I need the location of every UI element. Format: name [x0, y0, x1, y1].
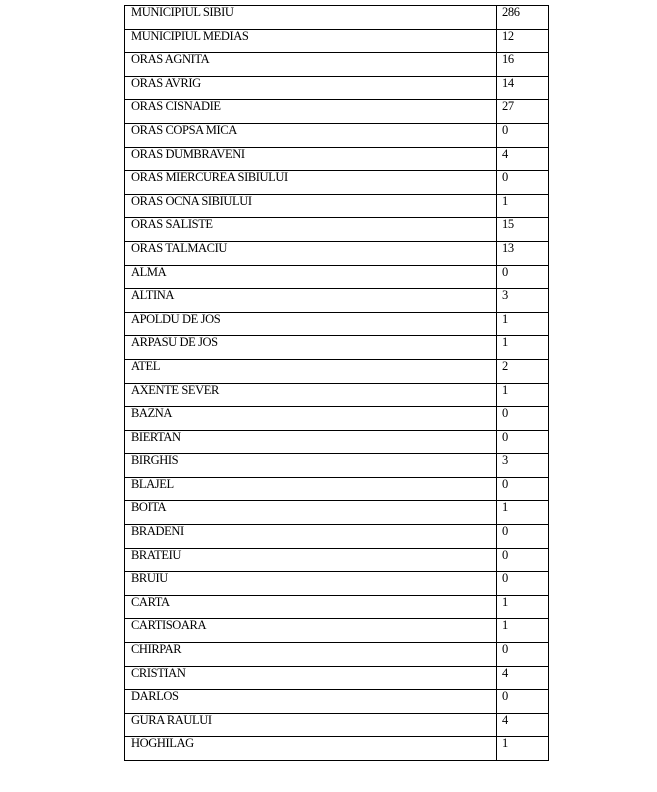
locality-name: ORAS CISNADIE: [125, 100, 497, 124]
locality-name: BLAJEL: [125, 477, 497, 501]
table-row: [125, 53, 549, 77]
table-row: [125, 572, 549, 596]
localities-table: [124, 5, 549, 761]
table-row: [125, 690, 549, 714]
locality-value: 0: [497, 171, 549, 195]
locality-value: 13: [497, 241, 549, 265]
locality-value: 1: [497, 737, 549, 761]
locality-value: 4: [497, 713, 549, 737]
table-row: [125, 171, 549, 195]
locality-name: APOLDU DE JOS: [125, 312, 497, 336]
locality-value: 0: [497, 525, 549, 549]
locality-name: ATEL: [125, 359, 497, 383]
locality-name: ORAS SALISTE: [125, 218, 497, 242]
locality-value: 0: [497, 690, 549, 714]
locality-name: CARTA: [125, 595, 497, 619]
locality-value: 3: [497, 289, 549, 313]
table-row: [125, 312, 549, 336]
table-row: [125, 289, 549, 313]
locality-name: HOGHILAG: [125, 737, 497, 761]
locality-name: ORAS COPSA MICA: [125, 123, 497, 147]
locality-value: 1: [497, 595, 549, 619]
locality-value: 286: [497, 6, 549, 30]
table-row: [125, 241, 549, 265]
table-row: [125, 619, 549, 643]
locality-value: 15: [497, 218, 549, 242]
table-row: [125, 265, 549, 289]
table-row: [125, 76, 549, 100]
locality-value: 0: [497, 407, 549, 431]
table-row: [125, 123, 549, 147]
table-row: [125, 737, 549, 761]
locality-name: ARPASU DE JOS: [125, 336, 497, 360]
table-row: [125, 29, 549, 53]
locality-name: BRUIU: [125, 572, 497, 596]
locality-value: 4: [497, 147, 549, 171]
locality-value: 1: [497, 619, 549, 643]
table-row: [125, 100, 549, 124]
locality-name: CRISTIAN: [125, 666, 497, 690]
table-row: [125, 147, 549, 171]
locality-value: 0: [497, 477, 549, 501]
locality-name: ORAS MIERCUREA SIBIULUI: [125, 171, 497, 195]
locality-value: 1: [497, 312, 549, 336]
locality-name: BIRGHIS: [125, 454, 497, 478]
table-row: [125, 218, 549, 242]
locality-name: BRADENI: [125, 525, 497, 549]
locality-name: ALMA: [125, 265, 497, 289]
locality-value: 2: [497, 359, 549, 383]
locality-value: 27: [497, 100, 549, 124]
table-row: [125, 713, 549, 737]
locality-name: MUNICIPIUL MEDIAS: [125, 29, 497, 53]
locality-value: 0: [497, 643, 549, 667]
locality-value: 0: [497, 123, 549, 147]
locality-value: 14: [497, 76, 549, 100]
locality-name: GURA RAULUI: [125, 713, 497, 737]
locality-name: ORAS TALMACIU: [125, 241, 497, 265]
table-row: [125, 501, 549, 525]
locality-name: MUNICIPIUL SIBIU: [125, 6, 497, 30]
locality-value: 1: [497, 194, 549, 218]
locality-name: ORAS AGNITA: [125, 53, 497, 77]
locality-name: ORAS OCNA SIBIULUI: [125, 194, 497, 218]
table-row: [125, 359, 549, 383]
locality-value: 12: [497, 29, 549, 53]
locality-value: 1: [497, 501, 549, 525]
table-row: [125, 336, 549, 360]
locality-name: ORAS AVRIG: [125, 76, 497, 100]
locality-value: 1: [497, 383, 549, 407]
table-row: [125, 407, 549, 431]
table-row: [125, 194, 549, 218]
locality-name: DARLOS: [125, 690, 497, 714]
locality-value: 0: [497, 430, 549, 454]
locality-name: CARTISOARA: [125, 619, 497, 643]
table-row: [125, 477, 549, 501]
table-row: [125, 454, 549, 478]
locality-value: 0: [497, 548, 549, 572]
locality-value: 1: [497, 336, 549, 360]
table-row: [125, 6, 549, 30]
table-row: [125, 595, 549, 619]
table-row: [125, 643, 549, 667]
locality-name: BRATEIU: [125, 548, 497, 572]
locality-value: 16: [497, 53, 549, 77]
locality-name: AXENTE SEVER: [125, 383, 497, 407]
table-row: [125, 548, 549, 572]
locality-value: 0: [497, 265, 549, 289]
locality-name: BAZNA: [125, 407, 497, 431]
locality-name: ALTINA: [125, 289, 497, 313]
locality-value: 0: [497, 572, 549, 596]
locality-name: BOITA: [125, 501, 497, 525]
locality-value: 4: [497, 666, 549, 690]
locality-name: ORAS DUMBRAVENI: [125, 147, 497, 171]
locality-value: 3: [497, 454, 549, 478]
table-row: [125, 666, 549, 690]
table-row: [125, 525, 549, 549]
locality-name: CHIRPAR: [125, 643, 497, 667]
table-row: [125, 383, 549, 407]
table-row: [125, 430, 549, 454]
locality-name: BIERTAN: [125, 430, 497, 454]
